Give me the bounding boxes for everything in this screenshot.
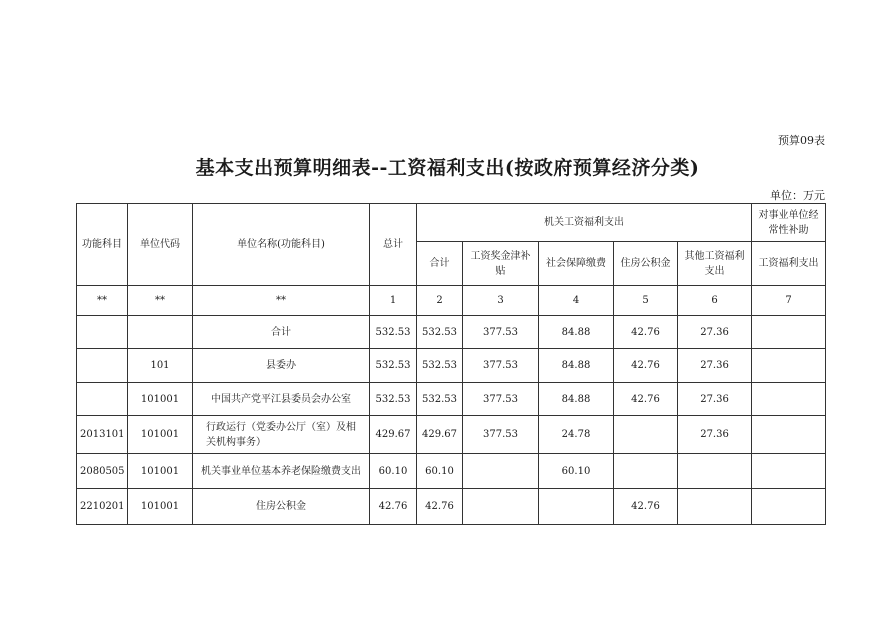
cell-value: 532.53 (417, 383, 463, 416)
cell-code: 101001 (128, 489, 193, 525)
header-total: 总计 (370, 204, 417, 286)
cell-func (77, 316, 128, 349)
table-row (77, 416, 826, 454)
unit-label: 单位：万元 (770, 189, 825, 202)
cell-value (614, 416, 678, 454)
budget-table (76, 203, 826, 525)
cell-value: 84.88 (539, 349, 614, 383)
cell-value: 532.53 (370, 383, 417, 416)
cell-name: 县委办 (193, 349, 370, 383)
cell-value: 377.53 (463, 383, 539, 416)
cell-value: 42.76 (614, 383, 678, 416)
cell-value (539, 489, 614, 525)
cell-value: 42.76 (370, 489, 417, 525)
header-group-1: 机关工资福利支出 (417, 204, 752, 242)
cell-code: 101001 (128, 383, 193, 416)
index-cell: ** (77, 286, 128, 316)
cell-value: 532.53 (417, 349, 463, 383)
cell-value: 60.10 (417, 454, 463, 489)
header-row-1 (77, 204, 826, 242)
cell-code (128, 316, 193, 349)
cell-value (463, 489, 539, 525)
table-row (77, 489, 826, 525)
header-sub: 社会保障缴费 (539, 242, 614, 286)
index-cell: 1 (370, 286, 417, 316)
cell-func: 2080505 (77, 454, 128, 489)
cell-func (77, 349, 128, 383)
cell-value: 377.53 (463, 349, 539, 383)
cell-value: 532.53 (417, 316, 463, 349)
cell-func (77, 383, 128, 416)
cell-code: 101 (128, 349, 193, 383)
cell-func: 2013101 (77, 416, 128, 454)
cell-value: 60.10 (539, 454, 614, 489)
page-title: 基本支出预算明细表--工资福利支出(按政府预算经济分类) (195, 157, 700, 179)
cell-code: 101001 (128, 416, 193, 454)
cell-name: 中国共产党平江县委员会办公室 (193, 383, 370, 416)
cell-value: 60.10 (370, 454, 417, 489)
index-cell: ** (128, 286, 193, 316)
index-cell: ** (193, 286, 370, 316)
index-cell: 4 (539, 286, 614, 316)
cell-name: 住房公积金 (193, 489, 370, 525)
cell-name: 合计 (193, 316, 370, 349)
table-row (77, 349, 826, 383)
cell-name (193, 416, 370, 454)
cell-value (752, 454, 826, 489)
cell-value (752, 349, 826, 383)
cell-value: 532.53 (370, 349, 417, 383)
header-sub: 合计 (417, 242, 463, 286)
cell-value: 27.36 (678, 316, 752, 349)
table-row (77, 454, 826, 489)
cell-value (678, 489, 752, 525)
cell-value: 84.88 (539, 316, 614, 349)
cell-value (752, 489, 826, 525)
cell-value: 42.76 (614, 316, 678, 349)
cell-value (752, 316, 826, 349)
cell-name-text: 行政运行（党委办公厅（室）及相关机构事务） (206, 421, 356, 448)
cell-value: 42.76 (614, 489, 678, 525)
cell-value (614, 454, 678, 489)
header-name: 单位名称(功能科目) (193, 204, 370, 286)
table-row (77, 383, 826, 416)
cell-value (463, 454, 539, 489)
cell-func: 2210201 (77, 489, 128, 525)
cell-value: 429.67 (370, 416, 417, 454)
cell-value: 27.36 (678, 349, 752, 383)
index-cell: 5 (614, 286, 678, 316)
table-number: 预算09表 (778, 134, 825, 147)
index-cell: 2 (417, 286, 463, 316)
header-sub: 其他工资福利支出 (678, 242, 752, 286)
index-cell: 6 (678, 286, 752, 316)
header-sub: 住房公积金 (614, 242, 678, 286)
header-sub: 工资奖金津补贴 (463, 242, 539, 286)
cell-value: 42.76 (614, 349, 678, 383)
table-row (77, 316, 826, 349)
cell-value: 532.53 (370, 316, 417, 349)
header-sub: 工资福利支出 (752, 242, 826, 286)
cell-value: 377.53 (463, 416, 539, 454)
cell-value: 84.88 (539, 383, 614, 416)
header-code: 单位代码 (128, 204, 193, 286)
cell-value: 27.36 (678, 383, 752, 416)
cell-value (678, 454, 752, 489)
cell-value: 24.78 (539, 416, 614, 454)
cell-value (752, 383, 826, 416)
cell-value: 377.53 (463, 316, 539, 349)
cell-value (752, 416, 826, 454)
cell-code: 101001 (128, 454, 193, 489)
cell-value: 27.36 (678, 416, 752, 454)
index-row (77, 286, 826, 316)
cell-value: 42.76 (417, 489, 463, 525)
cell-value: 429.67 (417, 416, 463, 454)
header-group-2: 对事业单位经常性补助 (752, 204, 826, 242)
header-func: 功能科目 (77, 204, 128, 286)
index-cell: 3 (463, 286, 539, 316)
cell-name: 机关事业单位基本养老保险缴费支出 (193, 454, 370, 489)
index-cell: 7 (752, 286, 826, 316)
